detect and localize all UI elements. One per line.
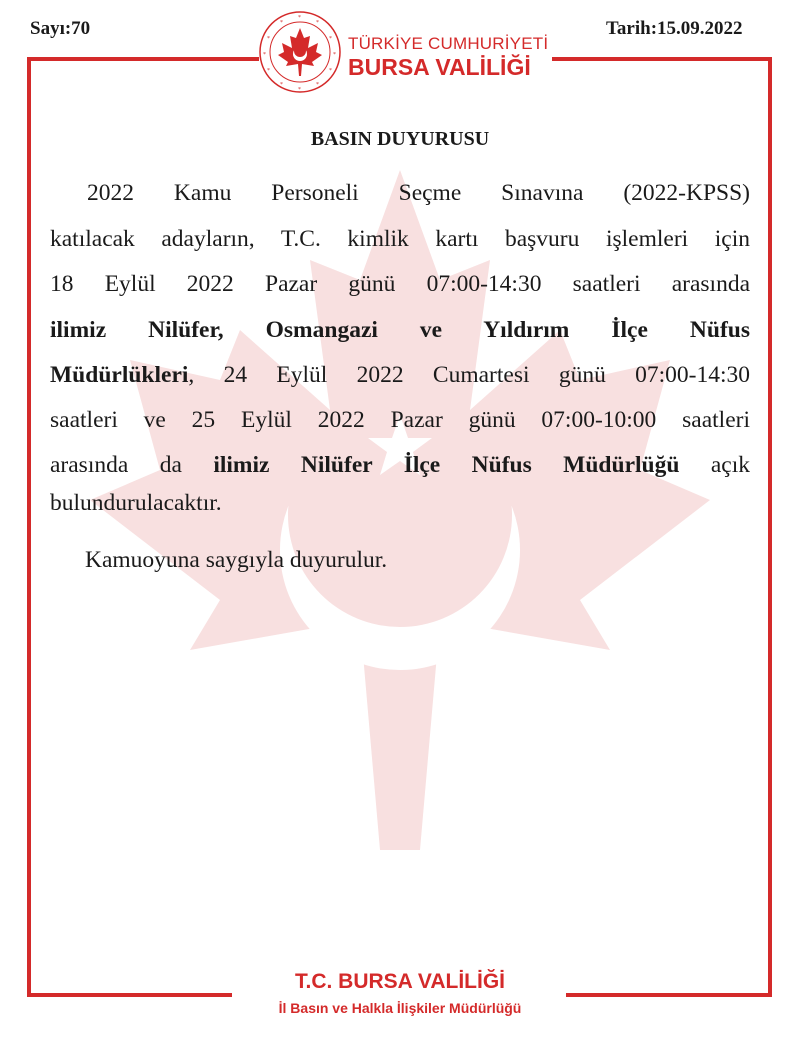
- text-segment: arasında da: [50, 452, 214, 478]
- frame-right: [768, 57, 772, 997]
- page-title: BASIN DUYURUSU: [310, 128, 490, 150]
- footer-title: T.C. BURSA VALİLİĞİ: [295, 970, 505, 993]
- text-segment-bold: Müdürlükleri: [50, 362, 189, 388]
- body-line-7: [50, 450, 750, 480]
- body-line-8: bulundurulacaktır.: [50, 490, 222, 516]
- brand-line1: TÜRKİYE CUMHURİYETİ: [348, 34, 549, 53]
- body-line-6: saatleri ve 25 Eylül 2022 Pazar günü 07:00-10:00 saatleri: [50, 407, 750, 433]
- maple-leaf-crescent-watermark-icon: [60, 150, 740, 910]
- svg-text:*: *: [267, 36, 270, 42]
- body-line-2: katılacak adayların, T.C. kimlik kartı başvuru işlemleri için: [50, 226, 750, 252]
- body-line-3: 18 Eylül 2022 Pazar günü 07:00-14:30 saatleri arasında: [50, 271, 750, 297]
- text-segment-bold: ilimiz Nilüfer İlçe Nüfus Müdürlüğü: [213, 452, 680, 478]
- frame-top-left: [27, 57, 259, 61]
- svg-text:*: *: [316, 20, 319, 26]
- text-segment: açık: [679, 452, 750, 478]
- closing-text: Kamuoyuna saygıyla duyurulur.: [85, 547, 388, 573]
- brand-line2: BURSA VALİLİĞİ: [348, 54, 531, 80]
- svg-text:*: *: [298, 87, 301, 93]
- svg-text:*: *: [333, 52, 336, 58]
- footer-subtitle: İl Basın ve Halkla İlişkiler Müdürlüğü: [278, 1000, 522, 1016]
- frame-top-right: [552, 57, 772, 61]
- body-line-1: 2022 Kamu Personeli Seçme Sınavına (2022-KPSS): [87, 180, 750, 206]
- svg-text:*: *: [267, 68, 270, 74]
- text-segment: , 24 Eylül 2022 Cumartesi günü 07:00-14:30: [188, 362, 750, 388]
- svg-text:*: *: [329, 36, 332, 42]
- document-number: Sayı:70: [30, 18, 91, 39]
- body-line-5: [50, 360, 750, 390]
- frame-left: [27, 57, 31, 997]
- bursa-governorship-logo-icon: [258, 10, 342, 94]
- document-date: Tarih:15.09.2022: [606, 18, 743, 39]
- svg-text:*: *: [329, 68, 332, 74]
- svg-text:*: *: [298, 15, 301, 21]
- svg-text:*: *: [280, 82, 283, 88]
- body-line-4: ilimiz Nilüfer, Osmangazi ve Yıldırım İlçe Nüfus: [50, 317, 750, 343]
- svg-text:*: *: [316, 82, 319, 88]
- svg-text:*: *: [280, 20, 283, 26]
- svg-text:*: *: [263, 52, 266, 58]
